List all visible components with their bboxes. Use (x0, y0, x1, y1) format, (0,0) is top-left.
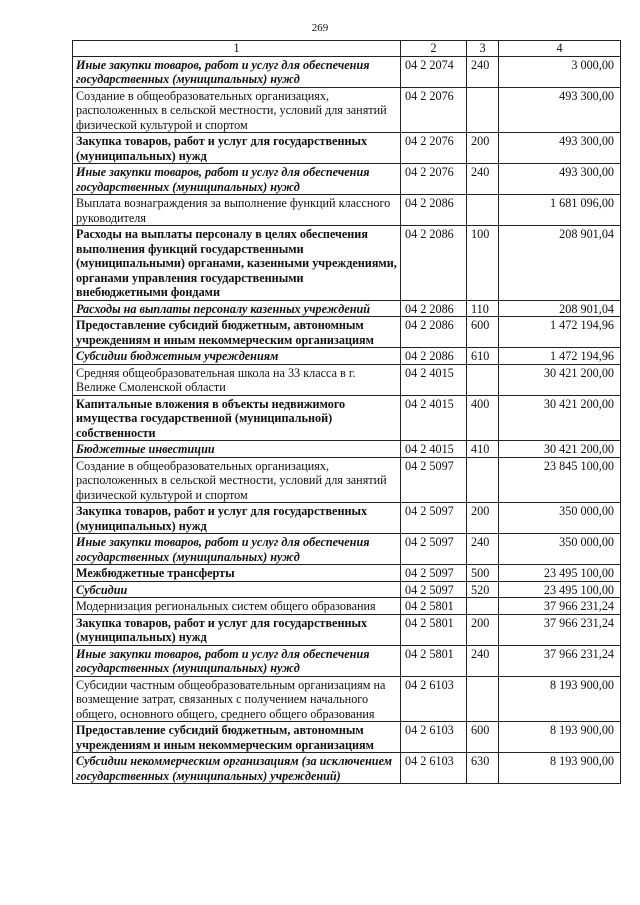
row-name-cell: Средняя общеобразовательная школа на 33 класса в г. Велиже Смоленской области (73, 364, 401, 395)
row-type-cell: 400 (467, 395, 499, 441)
table-row (73, 534, 621, 565)
budget-table (72, 40, 621, 784)
row-sum-cell: 1 472 194,96 (499, 348, 621, 365)
row-sum-cell: 493 300,00 (499, 164, 621, 195)
row-name-cell: Иные закупки товаров, работ и услуг для обеспечения государственных (муниципальных) нужд (73, 534, 401, 565)
table-row (73, 614, 621, 645)
table-row (73, 441, 621, 458)
row-code-cell: 04 2 4015 (401, 364, 467, 395)
row-name-cell: Предоставление субсидий бюджетным, автономным учреждениям и иным некоммерческим организациям (73, 317, 401, 348)
row-type-cell: 610 (467, 348, 499, 365)
table-row (73, 503, 621, 534)
row-code-cell: 04 2 2076 (401, 133, 467, 164)
row-name-cell: Закупка товаров, работ и услуг для государственных (муниципальных) нужд (73, 614, 401, 645)
row-name-cell: Модернизация региональных систем общего образования (73, 598, 401, 615)
page-number: 269 (311, 22, 329, 34)
row-sum-cell: 8 193 900,00 (499, 753, 621, 784)
row-name-cell: Предоставление субсидий бюджетным, автономным учреждениям и иным некоммерческим организациям (73, 722, 401, 753)
table-row (73, 598, 621, 615)
row-type-cell: 110 (467, 300, 499, 317)
row-code-cell: 04 2 5097 (401, 581, 467, 598)
row-type-cell: 520 (467, 581, 499, 598)
row-sum-cell: 37 966 231,24 (499, 645, 621, 676)
row-type-cell: 200 (467, 133, 499, 164)
row-code-cell: 04 2 6103 (401, 676, 467, 722)
table-row (73, 300, 621, 317)
row-code-cell: 04 2 2086 (401, 195, 467, 226)
table-row (73, 317, 621, 348)
row-sum-cell: 37 966 231,24 (499, 614, 621, 645)
row-code-cell: 04 2 6103 (401, 722, 467, 753)
table-row (73, 676, 621, 722)
row-sum-cell: 493 300,00 (499, 133, 621, 164)
row-type-cell: 630 (467, 753, 499, 784)
row-code-cell: 04 2 5097 (401, 457, 467, 503)
row-sum-cell: 350 000,00 (499, 534, 621, 565)
row-name-cell: Создание в общеобразовательных организациях, расположенных в сельской местности, условий для занятий физической культурой и спортом (73, 457, 401, 503)
row-type-cell (467, 676, 499, 722)
row-type-cell: 240 (467, 56, 499, 87)
row-name-cell: Создание в общеобразовательных организациях, расположенных в сельской местности, условий для занятий физической культурой и спортом (73, 87, 401, 133)
row-type-cell: 200 (467, 503, 499, 534)
row-code-cell: 04 2 2086 (401, 348, 467, 365)
row-name-cell: Закупка товаров, работ и услуг для государственных (муниципальных) нужд (73, 133, 401, 164)
row-sum-cell: 30 421 200,00 (499, 441, 621, 458)
row-sum-cell: 8 193 900,00 (499, 722, 621, 753)
row-code-cell: 04 2 5097 (401, 503, 467, 534)
table-row (73, 565, 621, 582)
row-name-cell: Субсидии (73, 581, 401, 598)
table-row (73, 722, 621, 753)
table-row (73, 457, 621, 503)
row-code-cell: 04 2 6103 (401, 753, 467, 784)
row-sum-cell: 8 193 900,00 (499, 676, 621, 722)
column-header-code: 2 (401, 41, 467, 57)
row-sum-cell: 208 901,04 (499, 300, 621, 317)
row-sum-cell: 30 421 200,00 (499, 364, 621, 395)
row-name-cell: Капитальные вложения в объекты недвижимого имущества государственной (муниципальной) собственности (73, 395, 401, 441)
table-row (73, 645, 621, 676)
row-type-cell: 240 (467, 534, 499, 565)
table-row (73, 395, 621, 441)
row-name-cell: Расходы на выплаты персоналу казенных учреждений (73, 300, 401, 317)
row-type-cell (467, 87, 499, 133)
row-type-cell: 600 (467, 317, 499, 348)
row-type-cell: 500 (467, 565, 499, 582)
row-sum-cell: 23 495 100,00 (499, 581, 621, 598)
row-sum-cell: 493 300,00 (499, 87, 621, 133)
row-type-cell (467, 457, 499, 503)
table-row (73, 348, 621, 365)
row-type-cell (467, 364, 499, 395)
row-sum-cell: 30 421 200,00 (499, 395, 621, 441)
row-type-cell: 200 (467, 614, 499, 645)
row-type-cell (467, 195, 499, 226)
row-name-cell: Субсидии частным общеобразовательным организациям на возмещение затрат, связанных с получением начального общего, основного общего, среднего общего образования (73, 676, 401, 722)
row-sum-cell: 350 000,00 (499, 503, 621, 534)
row-name-cell: Межбюджетные трансферты (73, 565, 401, 582)
table-row (73, 56, 621, 87)
row-type-cell: 410 (467, 441, 499, 458)
table-row (73, 164, 621, 195)
row-name-cell: Бюджетные инвестиции (73, 441, 401, 458)
column-header-sum: 4 (499, 41, 621, 57)
row-code-cell: 04 2 2086 (401, 226, 467, 301)
row-code-cell: 04 2 5097 (401, 534, 467, 565)
row-code-cell: 04 2 2086 (401, 317, 467, 348)
row-name-cell: Субсидии некоммерческим организациям (за исключением государственных (муниципальных) учреждений) (73, 753, 401, 784)
row-name-cell: Расходы на выплаты персоналу в целях обеспечения выполнения функций государственными (муниципальными) органами, казенными учреждениями, органами управления государственными внебюджетными фондами (73, 226, 401, 301)
row-sum-cell: 23 495 100,00 (499, 565, 621, 582)
row-code-cell: 04 2 5801 (401, 598, 467, 615)
row-sum-cell: 3 000,00 (499, 56, 621, 87)
table-body (73, 56, 621, 784)
row-code-cell: 04 2 5097 (401, 565, 467, 582)
row-type-cell (467, 598, 499, 615)
row-code-cell: 04 2 5801 (401, 645, 467, 676)
table-row (73, 364, 621, 395)
row-type-cell: 240 (467, 164, 499, 195)
row-name-cell: Иные закупки товаров, работ и услуг для обеспечения государственных (муниципальных) нужд (73, 645, 401, 676)
table-header-row (73, 41, 621, 57)
row-name-cell: Выплата вознаграждения за выполнение функций классного руководителя (73, 195, 401, 226)
row-code-cell: 04 2 2076 (401, 87, 467, 133)
column-header-name: 1 (73, 41, 401, 57)
row-code-cell: 04 2 2086 (401, 300, 467, 317)
table-row (73, 581, 621, 598)
row-code-cell: 04 2 5801 (401, 614, 467, 645)
row-name-cell: Иные закупки товаров, работ и услуг для обеспечения государственных (муниципальных) нужд (73, 56, 401, 87)
table-row (73, 87, 621, 133)
row-sum-cell: 23 845 100,00 (499, 457, 621, 503)
row-code-cell: 04 2 2074 (401, 56, 467, 87)
row-sum-cell: 1 681 096,00 (499, 195, 621, 226)
row-sum-cell: 1 472 194,96 (499, 317, 621, 348)
row-code-cell: 04 2 2076 (401, 164, 467, 195)
row-sum-cell: 37 966 231,24 (499, 598, 621, 615)
row-name-cell: Закупка товаров, работ и услуг для государственных (муниципальных) нужд (73, 503, 401, 534)
row-name-cell: Субсидии бюджетным учреждениям (73, 348, 401, 365)
table-row (73, 133, 621, 164)
row-type-cell: 600 (467, 722, 499, 753)
row-code-cell: 04 2 4015 (401, 395, 467, 441)
table-row (73, 195, 621, 226)
row-type-cell: 100 (467, 226, 499, 301)
row-name-cell: Иные закупки товаров, работ и услуг для обеспечения государственных (муниципальных) нужд (73, 164, 401, 195)
column-header-type: 3 (467, 41, 499, 57)
table-row (73, 753, 621, 784)
row-sum-cell: 208 901,04 (499, 226, 621, 301)
row-code-cell: 04 2 4015 (401, 441, 467, 458)
table-row (73, 226, 621, 301)
row-type-cell: 240 (467, 645, 499, 676)
